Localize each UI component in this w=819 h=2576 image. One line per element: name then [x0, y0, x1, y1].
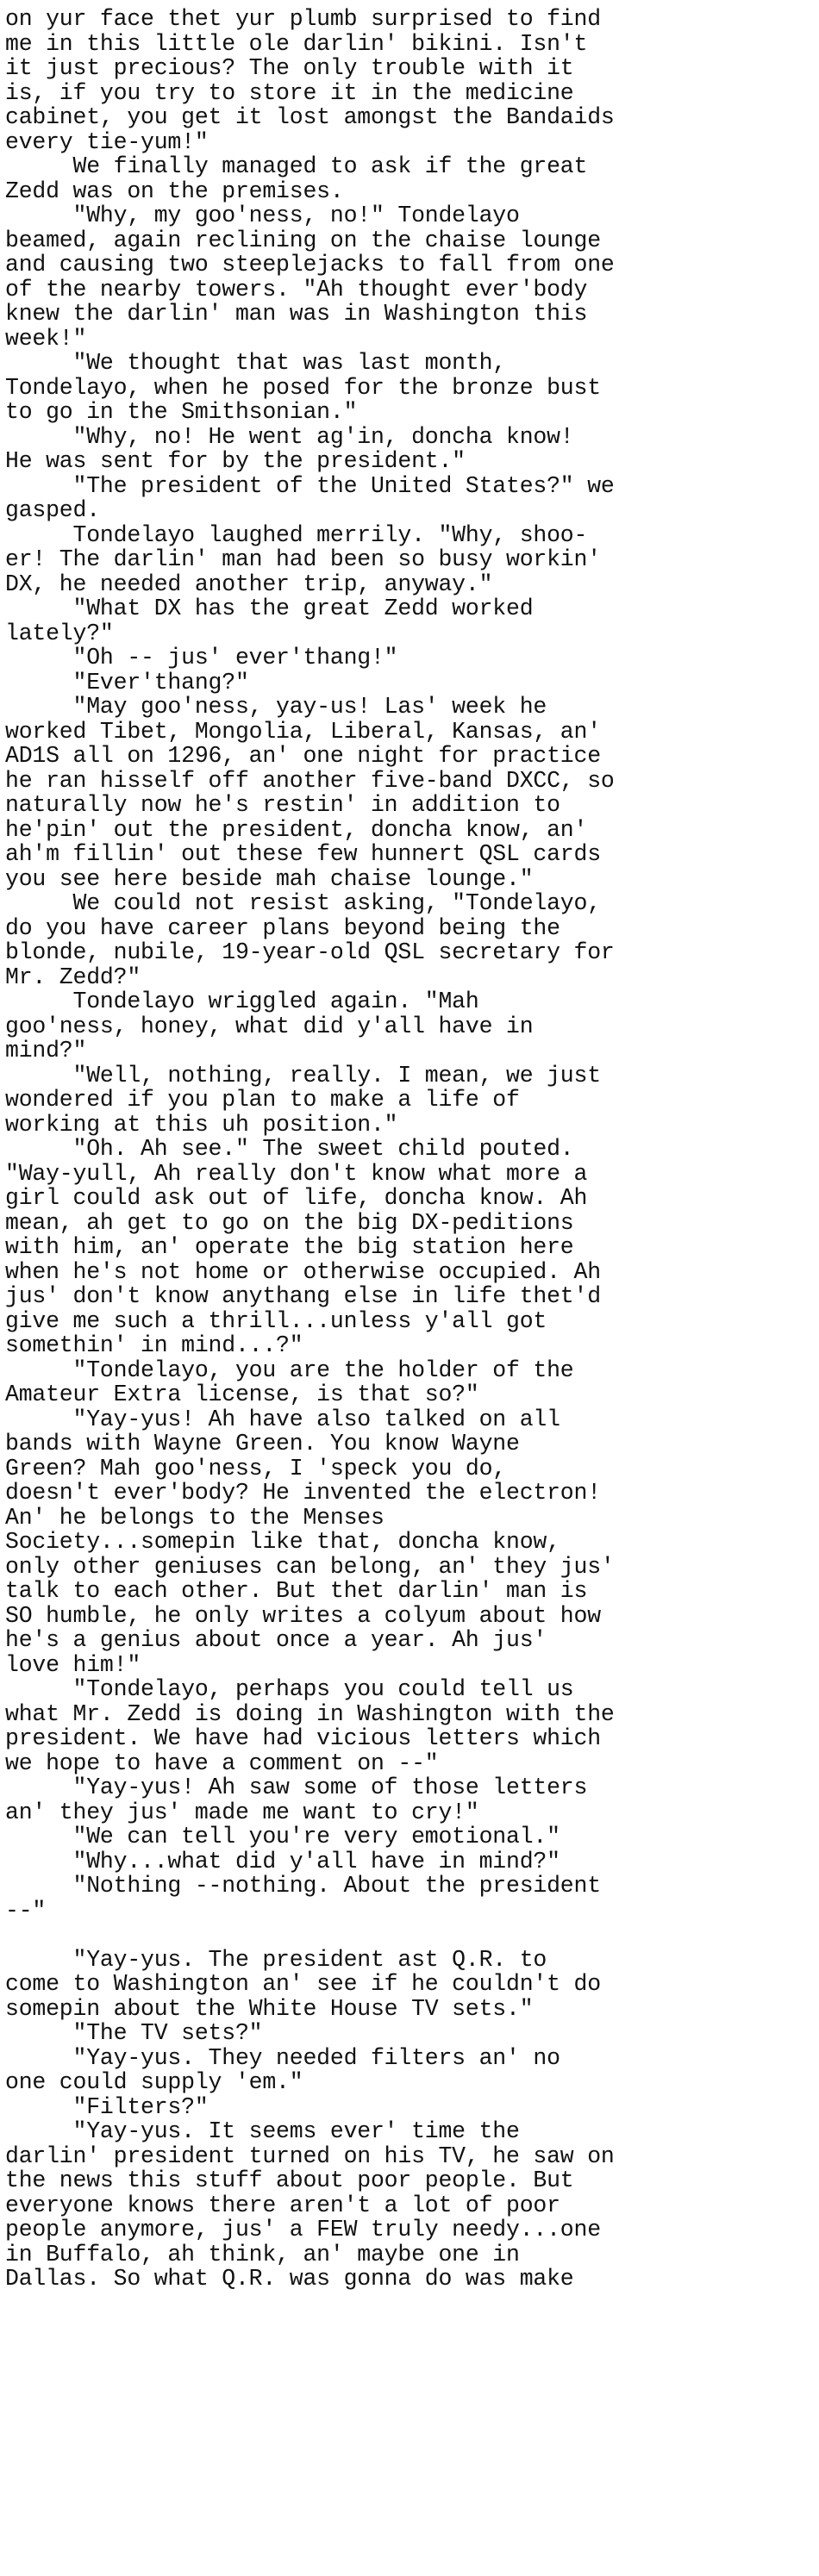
text-line: cabinet, you get it lost amongst the Bandaids — [5, 105, 615, 130]
text-line: An' he belongs to the Menses — [5, 1505, 384, 1530]
text-line: in Buffalo, ah think, an' maybe one in — [5, 2242, 520, 2267]
text-line: --" — [5, 1898, 47, 1923]
text-line: Amateur Extra license, is that so?" — [5, 1382, 479, 1407]
text-line: the news this stuff about poor people. But — [5, 2168, 574, 2193]
text-line: "The TV sets?" — [5, 2021, 263, 2046]
text-line: to go in the Smithsonian." — [5, 400, 358, 425]
text-line: working at this uh position." — [5, 1112, 398, 1137]
text-line: everyone knows there aren't a lot of poor — [5, 2192, 560, 2217]
text-line: every tie-yum!" — [5, 129, 209, 154]
text-line: somethin' in mind...?" — [5, 1333, 303, 1358]
text-line: "Why...what did y'all have in mind?" — [5, 1849, 560, 1874]
text-line: on yur face thet yur plumb surprised to find — [5, 7, 601, 32]
text-line: naturally now he's restin' in addition to — [5, 793, 560, 818]
text-line: "Well, nothing, really. I mean, we just — [5, 1063, 601, 1088]
text-line: "Yay-yus. The president ast Q.R. to — [5, 1947, 547, 1972]
text-line: DX, he needed another trip, anyway." — [5, 571, 493, 596]
text-line: week!" — [5, 326, 87, 351]
text-line: AD1S all on 1296, an' one night for practice — [5, 744, 601, 769]
text-line: er! The darlin' man had been so busy workin' — [5, 547, 601, 572]
text-line: when he's not home or otherwise occupied. Ah — [5, 1259, 601, 1284]
text-line: Tondelayo, when he posed for the bronze bust — [5, 375, 601, 400]
text-line: doesn't ever'body? He invented the electron! — [5, 1481, 601, 1506]
text-line: an' they jus' made me want to cry!" — [5, 1799, 479, 1824]
text-line: and causing two steeplejacks to fall from one — [5, 253, 615, 278]
text-line: beamed, again reclining on the chaise lounge — [5, 228, 601, 253]
text-line: talk to each other. But thet darlin' man is — [5, 1579, 588, 1604]
body-text — [5, 7, 807, 2292]
text-line: "We can tell you're very emotional." — [5, 1824, 560, 1849]
text-line: lately?" — [5, 621, 114, 646]
text-line: "The president of the United States?" we — [5, 473, 615, 498]
text-line: Dallas. So what Q.R. was gonna do was make — [5, 2267, 574, 2292]
text-line: blonde, nubile, 19-year-old QSL secretary for — [5, 940, 615, 965]
text-line: me in this little ole darlin' bikini. Isn't — [5, 31, 588, 56]
text-line: Tondelayo laughed merrily. "Why, shoo- — [5, 522, 588, 547]
text-line: Society...somepin like that, doncha know, — [5, 1530, 560, 1555]
text-line: We finally managed to ask if the great — [5, 154, 588, 179]
text-line: he'pin' out the president, doncha know, an' — [5, 817, 588, 842]
text-line: gasped. — [5, 498, 100, 523]
text-line: knew the darlin' man was in Washington this — [5, 302, 588, 327]
text-line: "Yay-yus. They needed filters an' no — [5, 2045, 560, 2070]
text-line: "Yay-yus! Ah have also talked on all — [5, 1407, 560, 1431]
text-line: "Nothing --nothing. About the president — [5, 1874, 601, 1899]
text-line: you see here beside mah chaise lounge." — [5, 866, 534, 891]
text-line: "Ever'thang?" — [5, 670, 249, 695]
text-line: what Mr. Zedd is doing in Washington with the — [5, 1701, 615, 1726]
text-line: "Yay-yus! Ah saw some of those letters — [5, 1775, 588, 1800]
text-line: darlin' president turned on his TV, he saw on — [5, 2143, 615, 2168]
text-line: worked Tibet, Mongolia, Liberal, Kansas, an' — [5, 719, 601, 744]
text-line: do you have career plans beyond being the — [5, 915, 560, 940]
text-line: goo'ness, honey, what did y'all have in — [5, 1014, 534, 1039]
text-line: one could supply 'em." — [5, 2070, 303, 2095]
text-line: mind?" — [5, 1039, 87, 1063]
text-line: "Oh. Ah see." The sweet child pouted. — [5, 1137, 574, 1162]
text-line: "What DX has the great Zedd worked — [5, 596, 534, 621]
text-line: "Oh -- jus' ever'thang!" — [5, 646, 398, 671]
text-line: "Tondelayo, perhaps you could tell us — [5, 1677, 574, 1702]
text-line: he's a genius about once a year. Ah jus' — [5, 1628, 547, 1653]
text-line: girl could ask out of life, doncha know. Ah — [5, 1186, 588, 1211]
text-line: come to Washington an' see if he couldn't do — [5, 1972, 601, 1997]
text-line: Mr. Zedd?" — [5, 964, 141, 989]
text-line: "Why, my goo'ness, no!" Tondelayo — [5, 203, 520, 228]
text-line: love him!" — [5, 1652, 141, 1677]
text-line: wondered if you plan to make a life of — [5, 1088, 520, 1113]
text-line: Zedd was on the premises. — [5, 178, 344, 203]
text-line: only other geniuses can belong, an' they jus' — [5, 1554, 615, 1579]
text-line: "May goo'ness, yay-us! Las' week he — [5, 695, 547, 720]
text-line: He was sent for by the president." — [5, 449, 466, 474]
text-line: We could not resist asking, "Tondelayo, — [5, 891, 601, 916]
text-line: "Yay-yus. It seems ever' time the — [5, 2119, 520, 2144]
text-line: "Tondelayo, you are the holder of the — [5, 1357, 574, 1382]
text-line: SO humble, he only writes a colyum about how — [5, 1603, 601, 1628]
text-line: "Way-yull, Ah really don't know what more a — [5, 1161, 588, 1186]
text-line: jus' don't know anythang else in life thet'd — [5, 1284, 601, 1309]
text-line: people anymore, jus' a FEW truly needy...one — [5, 2217, 601, 2242]
text-line: "Why, no! He went ag'in, doncha know! — [5, 424, 574, 449]
text-line: bands with Wayne Green. You know Wayne — [5, 1431, 520, 1456]
text-line: "We thought that was last month, — [5, 351, 506, 376]
text-line: of the nearby towers. "Ah thought ever'body — [5, 277, 588, 302]
text-line: president. We have had vicious letters which — [5, 1726, 601, 1751]
text-line: somepin about the White House TV sets." — [5, 1996, 534, 2021]
text-line: Tondelayo wriggled again. "Mah — [5, 989, 479, 1014]
text-line: ah'm fillin' out these few hunnert QSL cards — [5, 842, 601, 867]
text-line: with him, an' operate the big station here — [5, 1235, 574, 1260]
text-line: it just precious? The only trouble with it — [5, 56, 574, 81]
text-line: give me such a thrill...unless y'all got — [5, 1308, 547, 1333]
text-line: mean, ah get to go on the big DX-peditions — [5, 1210, 574, 1235]
text-line: we hope to have a comment on --" — [5, 1750, 439, 1775]
text-line: "Filters?" — [5, 2094, 209, 2119]
text-line: Green? Mah goo'ness, I 'speck you do, — [5, 1456, 506, 1481]
text-line: is, if you try to store it in the medicine — [5, 80, 574, 105]
text-line: he ran hisself off another five-band DXCC, so — [5, 768, 615, 793]
text-line — [5, 1923, 807, 1948]
